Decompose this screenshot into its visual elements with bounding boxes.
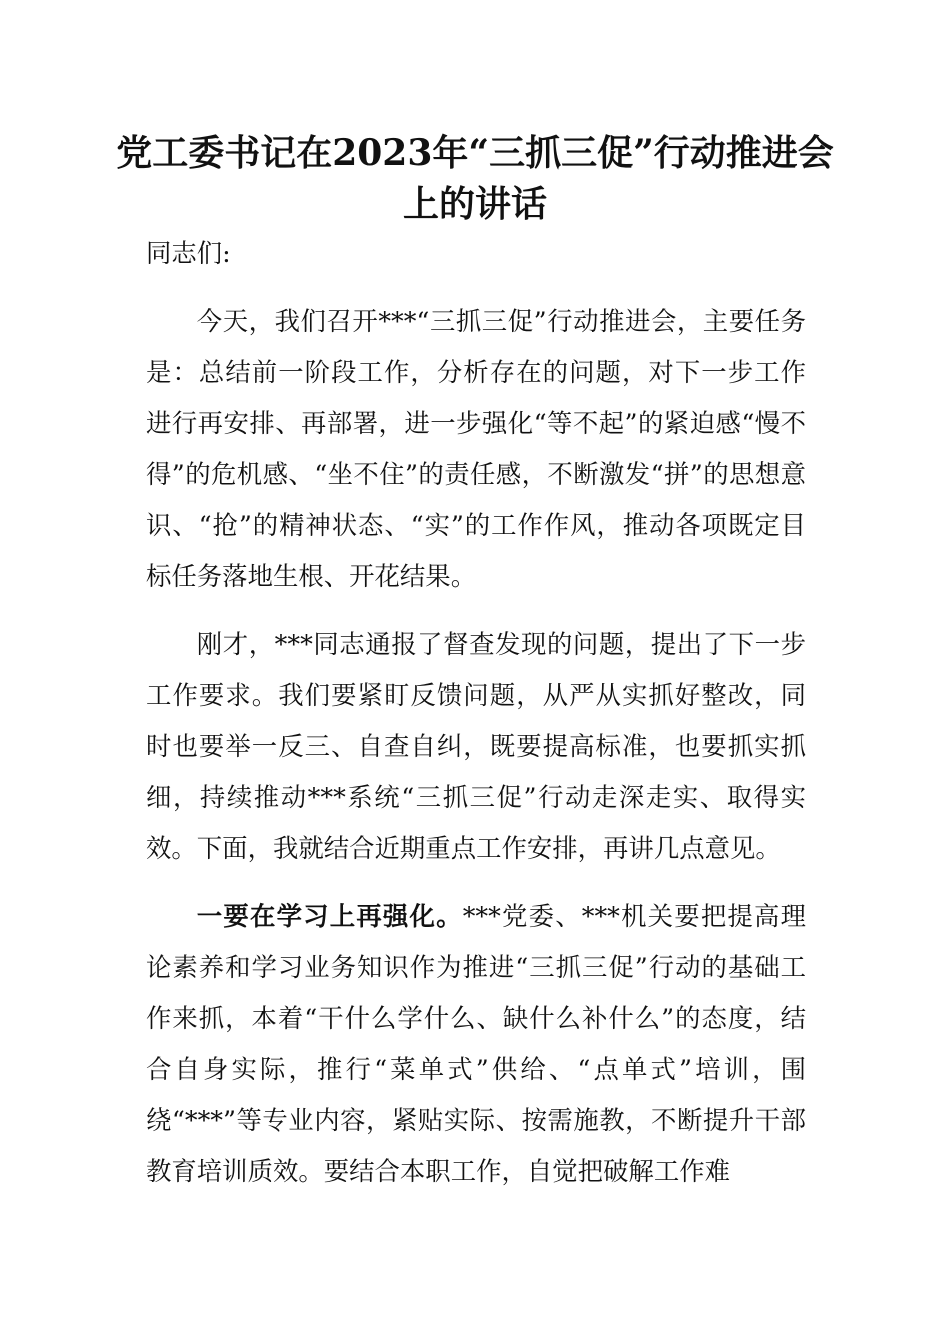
paragraph-2 — [146, 619, 806, 874]
paragraph-lead: 一要在学习上再强化。 — [196, 901, 463, 931]
document-body — [146, 228, 806, 1214]
paragraph-text: 今天，我们召开***“三抓三促”行动推进会，主要任务是：总结前一阶段工作，分析存在的问题，对下一步工作进行再安排、再部署，进一步强化“等不起”的紧迫感“慢不得”的危机感、“坐不住”的责任感，不断激发“拼”的思想意识、“抢”的精神状态、“实”的工作作风，推动各项既定目标任务落地生根、开花结果。 — [146, 306, 806, 591]
paragraph-text: ***党委、***机关要把提高理论素养和学习业务知识作为推进“三抓三促”行动的基础工作来抓，本着“干什么学什么、缺什么补什么”的态度，结合自身实际，推行“菜单式”供给、“点单式”培训，围绕“***”等专业内容，紧贴实际、按需施教，不断提升干部教育培训质效。要结合本职工作，自觉把破解工作难 — [146, 901, 807, 1186]
document-title: 党工委书记在2023年“三抓三促”行动推进会上的讲话 — [116, 132, 834, 225]
paragraph-text: 刚才，***同志通报了督查发现的问题，提出了下一步工作要求。我们要紧盯反馈问题，从严从实抓好整改，同时也要举一反三、自查自纠，既要提高标准，也要抓实抓细，持续推动***系统“三抓三促”行动走深走实、取得实效。下面，我就结合近期重点工作安排，再讲几点意见。 — [146, 629, 806, 863]
salutation: 同志们: — [146, 238, 231, 268]
paragraph-1 — [146, 296, 806, 602]
paragraph-3 — [146, 891, 806, 1197]
